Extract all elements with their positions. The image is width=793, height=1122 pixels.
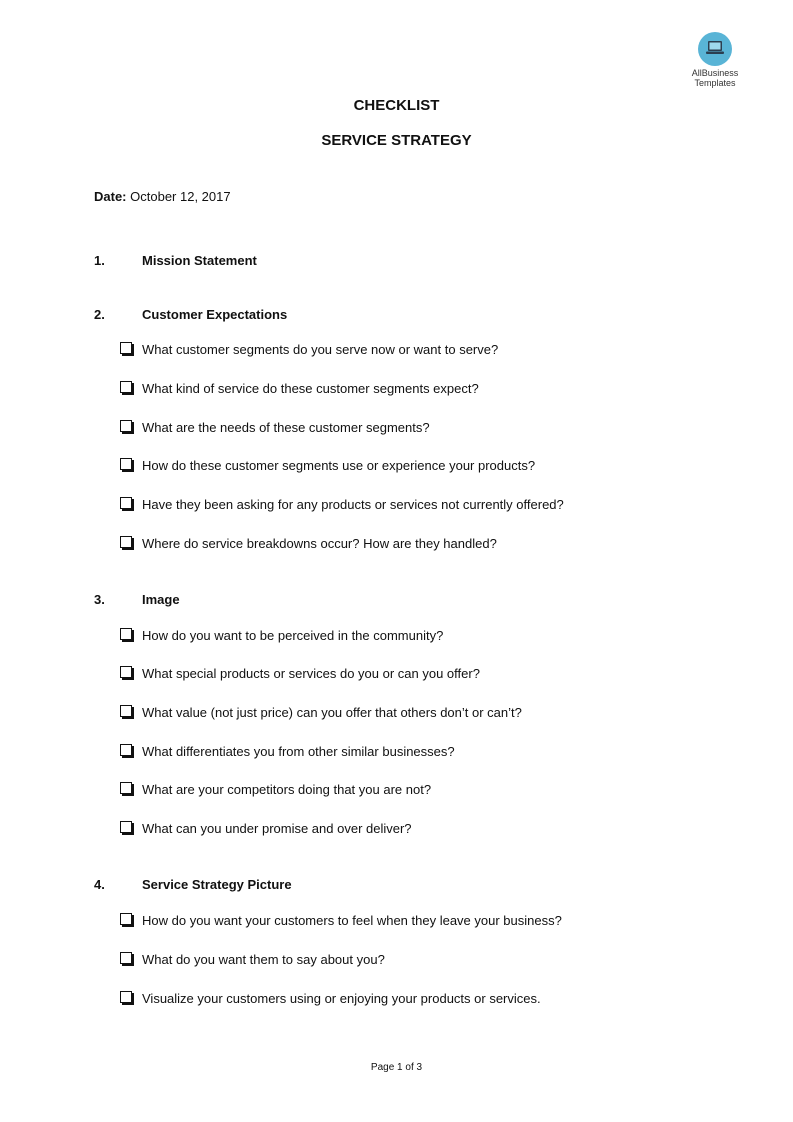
checklist-item bbox=[120, 628, 443, 643]
checklist-item bbox=[120, 913, 562, 928]
checkbox[interactable] bbox=[120, 991, 132, 1003]
laptop-icon bbox=[698, 32, 732, 66]
section-title: Customer Expectations bbox=[142, 307, 288, 322]
section-title: Mission Statement bbox=[142, 253, 257, 268]
checkbox[interactable] bbox=[120, 420, 132, 432]
checklist-item bbox=[120, 821, 412, 836]
checklist-item-text: What customer segments do you serve now or want to serve? bbox=[142, 342, 499, 357]
checkbox[interactable] bbox=[120, 342, 132, 354]
checklist-item-text: What are your competitors doing that you are not? bbox=[142, 782, 432, 797]
date-label: Date: bbox=[94, 189, 127, 204]
checklist-item-text: What differentiates you from other similar businesses? bbox=[142, 744, 455, 759]
checklist-item bbox=[120, 342, 498, 357]
checkbox[interactable] bbox=[120, 497, 132, 509]
checklist-item bbox=[120, 458, 535, 473]
checkbox[interactable] bbox=[120, 952, 132, 964]
date-line bbox=[94, 189, 231, 204]
checklist-item bbox=[120, 991, 541, 1006]
section-number: 3. bbox=[94, 592, 105, 607]
document-title: CHECKLIST bbox=[353, 97, 440, 114]
checkbox[interactable] bbox=[120, 536, 132, 548]
checkbox[interactable] bbox=[120, 705, 132, 717]
document-subtitle: SERVICE STRATEGY bbox=[321, 132, 472, 149]
checklist-item-text: Where do service breakdowns occur? How are they handled? bbox=[142, 536, 497, 551]
checkbox[interactable] bbox=[120, 628, 132, 640]
checklist-item-text: Have they been asking for any products or services not currently offered? bbox=[142, 497, 564, 512]
checklist-item bbox=[120, 666, 480, 681]
checkbox[interactable] bbox=[120, 381, 132, 393]
section-number: 4. bbox=[94, 877, 105, 892]
checklist-item bbox=[120, 536, 497, 551]
checklist-item-text: How do you want to be perceived in the community? bbox=[142, 628, 444, 643]
section-heading bbox=[94, 877, 292, 892]
checklist-item-text: What are the needs of these customer segments? bbox=[142, 420, 430, 435]
date-value: October 12, 2017 bbox=[130, 189, 231, 204]
checklist-item bbox=[120, 705, 522, 720]
company-logo bbox=[686, 32, 744, 88]
section-heading bbox=[94, 592, 180, 607]
checkbox[interactable] bbox=[120, 458, 132, 470]
checklist-item bbox=[120, 381, 479, 396]
checklist-item-text: What value (not just price) can you offer that others don’t or can’t? bbox=[142, 705, 522, 720]
checklist-item bbox=[120, 744, 455, 759]
section-heading bbox=[94, 307, 287, 322]
section-title: Service Strategy Picture bbox=[142, 877, 292, 892]
checkbox[interactable] bbox=[120, 821, 132, 833]
checkbox[interactable] bbox=[120, 744, 132, 756]
page-number: Page 1 of 3 bbox=[370, 1062, 423, 1073]
checklist-item-text: How do you want your customers to feel when they leave your business? bbox=[142, 913, 562, 928]
checklist-item-text: What kind of service do these customer segments expect? bbox=[142, 381, 479, 396]
section-number: 1. bbox=[94, 253, 105, 268]
checklist-item bbox=[120, 497, 564, 512]
checklist-item bbox=[120, 952, 385, 967]
section-title: Image bbox=[142, 592, 180, 607]
checklist-item-text: What special products or services do you or can you offer? bbox=[142, 666, 480, 681]
logo-text-line2: Templates bbox=[694, 78, 736, 88]
checkbox[interactable] bbox=[120, 913, 132, 925]
logo-text-line1: AllBusiness bbox=[691, 68, 739, 78]
checkbox[interactable] bbox=[120, 666, 132, 678]
checkbox[interactable] bbox=[120, 782, 132, 794]
checklist-item-text: Visualize your customers using or enjoying your products or services. bbox=[142, 991, 541, 1006]
section-heading bbox=[94, 253, 257, 268]
checklist-item-text: What can you under promise and over deliver? bbox=[142, 821, 412, 836]
section-number: 2. bbox=[94, 307, 105, 322]
checklist-item-text: How do these customer segments use or experience your products? bbox=[142, 458, 536, 473]
checklist-item bbox=[120, 782, 431, 797]
checklist-item-text: What do you want them to say about you? bbox=[142, 952, 385, 967]
checklist-item bbox=[120, 420, 430, 435]
